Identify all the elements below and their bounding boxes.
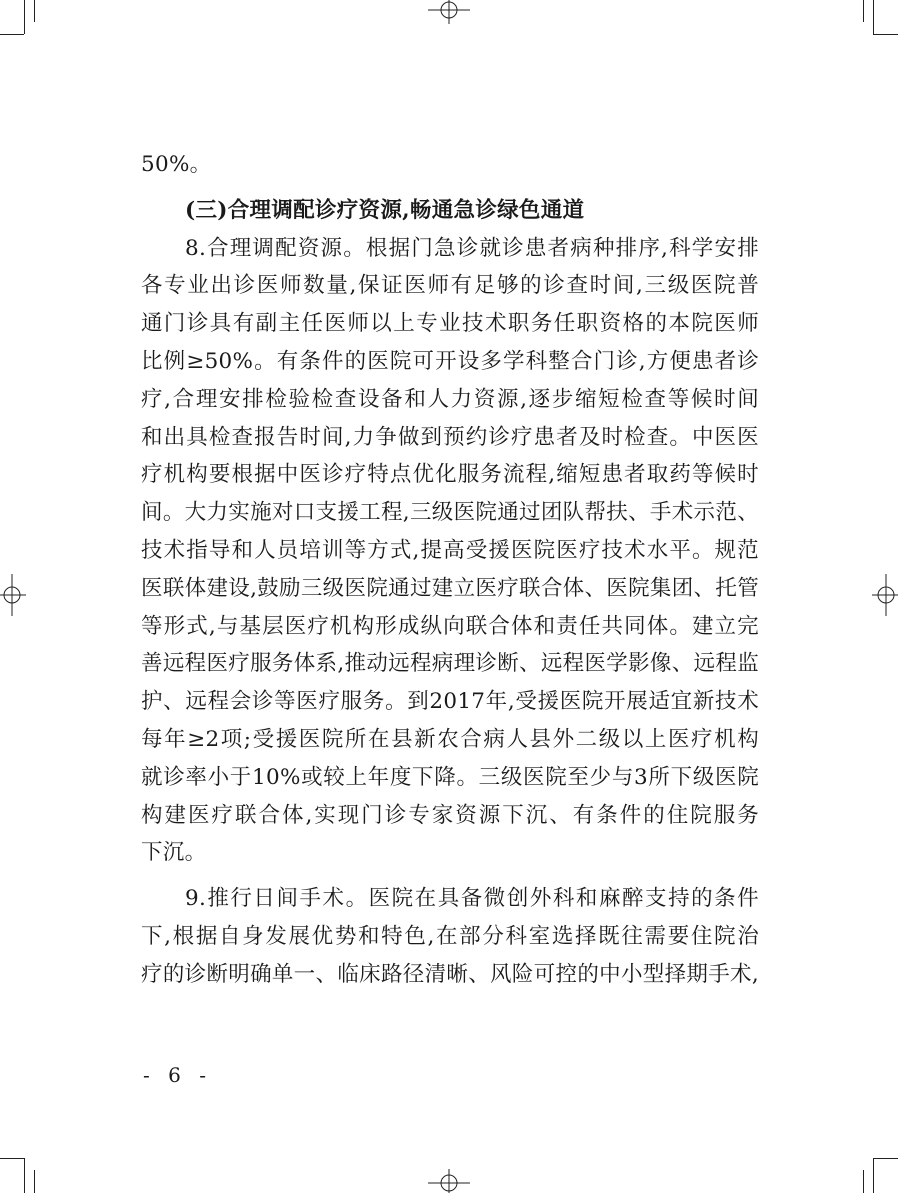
text-line: 疗,合理安排检验检查设备和人力资源,逐步缩短检查等候时间 [141,386,759,412]
paragraph-gap [141,184,759,192]
text-line: 8.合理调配资源。根据门急诊就诊患者病种排序,科学安排 [185,235,759,261]
text-line: 9.推行日间手术。医院在具备微创外科和麻醉支持的条件 [185,886,759,912]
registration-mark-top [428,0,470,24]
document-body [141,146,759,994]
text-line: 等形式,与基层医疗机构形成纵向联合体和责任共同体。建立完 [141,613,759,639]
registration-mark-right [872,574,898,616]
text-line: 比例≥50%。有条件的医院可开设多学科整合门诊,方便患者诊 [141,348,759,374]
text-line: 医联体建设,鼓励三级医院通过建立医疗联合体、医院集团、托管 [141,575,759,601]
text-line: 善远程医疗服务体系,推动远程病理诊断、远程医学影像、远程监 [141,651,759,677]
text-line: 每年≥2项;受援医院所在县新农合病人县外二级以上医疗机构 [141,726,759,752]
text-line: 疗的诊断明确单一、临床路径清晰、风险可控的中小型择期手术, [141,961,759,987]
text-line: 通门诊具有副主任医师以上专业技术职务任职资格的本院医师 [141,311,759,337]
registration-mark-left [0,574,26,616]
text-line: 就诊率小于10%或较上年度下降。三级医院至少与3所下级医院 [141,764,759,790]
page-number: - 6 - [143,1063,212,1087]
text-line: 构建医疗联合体,实现门诊专家资源下沉、有条件的住院服务 [141,802,759,828]
text-line: 下沉。 [141,840,207,866]
text-line: 和出具检查报告时间,力争做到预约诊疗患者及时检查。中医医 [141,424,759,450]
text-line: 间。大力实施对口支援工程,三级医院通过团队帮扶、手术示范、 [141,500,759,526]
text-line: 疗机构要根据中医诊疗特点优化服务流程,缩短患者取药等候时 [141,462,759,488]
paragraph-gap [141,872,759,880]
text-line: 下,根据自身发展优势和特色,在部分科室选择既往需要住院治 [141,923,759,949]
text-line: 护、远程会诊等医疗服务。到2017年,受援医院开展适宜新技术 [141,689,759,715]
registration-mark-bottom [428,1169,470,1193]
text-line: 50%。 [141,152,212,177]
section-heading: (三)合理调配诊疗资源,畅通急诊绿色通道 [185,197,585,223]
text-line: 技术指导和人员培训等方式,提高受援医院医疗技术水平。规范 [141,537,759,563]
text-line: 各专业出诊医师数量,保证医师有足够的诊查时间,三级医院普 [141,273,759,299]
